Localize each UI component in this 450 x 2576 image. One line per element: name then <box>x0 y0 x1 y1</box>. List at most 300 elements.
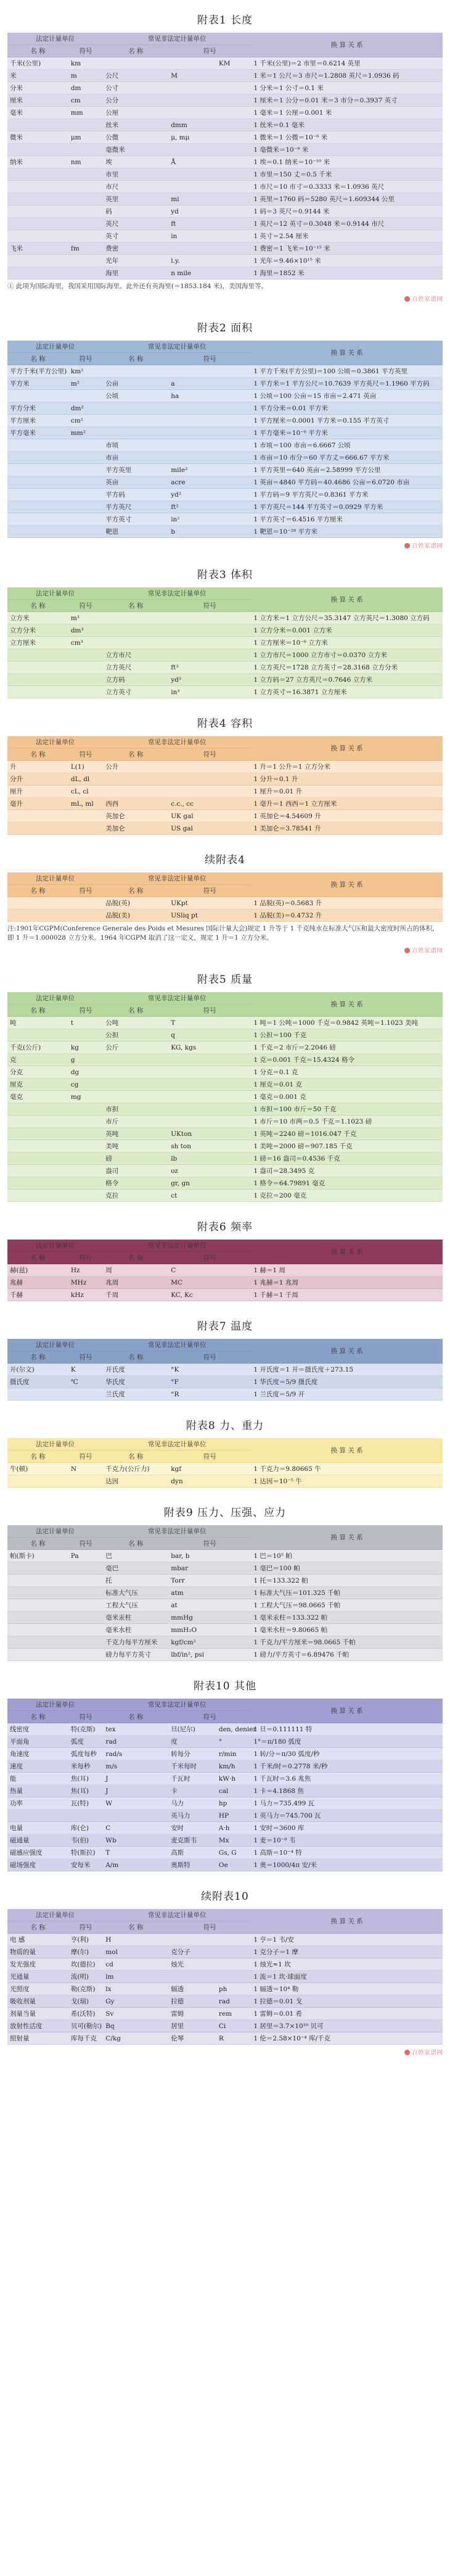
relation-cell: 1 兆赫＝1 兆周 <box>251 1277 443 1289</box>
unit-cell <box>216 427 251 439</box>
unit-cell: mm² <box>68 427 103 439</box>
unit-cell: m² <box>68 378 103 390</box>
unit-cell: 市斤 <box>103 1116 168 1128</box>
unit-cell: 开(尔文) <box>7 1364 68 1376</box>
unit-cell: 公尺 <box>103 70 168 82</box>
unit-cell: 线密度 <box>7 1723 68 1736</box>
unit-cell <box>7 476 68 489</box>
unit-cell: 公吨 <box>103 1017 168 1029</box>
unit-cell <box>7 526 68 538</box>
table-row <box>7 1264 443 1277</box>
unit-cell: Mx <box>216 1834 251 1847</box>
unit-cell <box>68 1103 103 1116</box>
unit-cell: N <box>68 1463 103 1475</box>
unit-cell <box>168 773 216 785</box>
unit-cell <box>216 1153 251 1165</box>
table-row <box>7 761 443 773</box>
unit-cell <box>103 365 168 378</box>
relation-cell: 1 米＝1 公尺＝3 市尺＝1.2808 英尺＝1.0936 码 <box>251 70 443 82</box>
unit-cell <box>7 1190 68 1202</box>
unit-cell <box>216 501 251 513</box>
header-name: 名 称 <box>103 1252 168 1264</box>
unit-cell <box>7 464 68 476</box>
table-row <box>7 1760 443 1773</box>
table-row <box>7 686 443 698</box>
unit-cell: 英亩 <box>103 476 168 489</box>
relation-cell: 1 立方市尺＝1000 立方市寸＝0.0370 立方米 <box>251 649 443 661</box>
unit-cell: 弧度 <box>68 1736 103 1748</box>
unit-cell <box>168 1116 216 1128</box>
table-row <box>7 1599 443 1612</box>
relation-cell: 1 光年＝9.46×10¹⁵ 米 <box>251 255 443 267</box>
unit-cell: in³ <box>168 686 216 698</box>
unit-cell: tex <box>103 1723 168 1736</box>
unit-cell <box>7 501 68 513</box>
relation-cell: 1 立方英寸＝16.3871 立方厘米 <box>251 686 443 698</box>
conversion-table <box>7 341 443 538</box>
unit-cell: 磅 <box>103 1153 168 1165</box>
unit-cell <box>216 1066 251 1079</box>
relation-cell: 1 品脱(英)＝0.5683 升 <box>251 897 443 909</box>
relation-cell: 1 毫升＝1 西西＝1 立方厘米 <box>251 798 443 810</box>
unit-cell <box>216 242 251 255</box>
unit-cell: °F <box>168 1376 216 1388</box>
header-common-units: 常见非法定计量单位 <box>103 1339 251 1351</box>
unit-cell <box>68 439 103 452</box>
relation-cell: 1 英加仑＝4.54609 升 <box>251 810 443 822</box>
unit-cell: 安每米 <box>68 1859 103 1871</box>
unit-cell: 居里 <box>168 2020 216 2032</box>
unit-cell <box>7 1128 68 1140</box>
header-name: 名 称 <box>7 1921 68 1934</box>
unit-cell <box>7 1612 68 1624</box>
unit-cell: kg <box>68 1042 103 1054</box>
conversion-table <box>7 1339 443 1401</box>
unit-cell: MC <box>168 1277 216 1289</box>
relation-cell: 1 厘克＝0.01 克 <box>251 1079 443 1091</box>
table-row <box>7 624 443 637</box>
header-symbol: 符号 <box>168 1451 251 1463</box>
unit-cell <box>68 1636 103 1649</box>
unit-cell: 兆赫 <box>7 1277 68 1289</box>
unit-cell: 千克(公斤) <box>7 1042 68 1054</box>
relation-cell: 1 麦＝10⁻⁸ 韦 <box>251 1834 443 1847</box>
table-row <box>7 637 443 649</box>
header-symbol: 符号 <box>68 885 103 897</box>
header-name: 名 称 <box>7 1351 68 1364</box>
unit-cell: 托 <box>103 1575 168 1587</box>
unit-cell <box>168 427 216 439</box>
unit-cell: 米 <box>7 70 68 82</box>
unit-cell <box>168 94 216 107</box>
header-relation: 换 算 关 系 <box>251 872 443 897</box>
table-row <box>7 452 443 464</box>
relation-cell: 1 转/分＝π/30 弧度/秒 <box>251 1748 443 1760</box>
section-title: 续附表10 <box>201 1891 249 1903</box>
unit-cell: μ, mμ <box>168 131 216 144</box>
unit-cell: UK gal <box>168 810 216 822</box>
unit-cell: ct <box>168 1190 216 1202</box>
header-relation: 换 算 关 系 <box>251 1699 443 1723</box>
header-symbol: 符号 <box>68 45 103 57</box>
header-symbol: 符号 <box>168 1538 251 1550</box>
unit-cell <box>216 674 251 686</box>
unit-cell <box>168 57 216 70</box>
unit-cell <box>168 82 216 94</box>
unit-cell <box>168 649 216 661</box>
table-row <box>7 1103 443 1116</box>
header-name: 名 称 <box>7 1538 68 1550</box>
header-legal-units: 法定计量单位 <box>7 1525 103 1538</box>
unit-cell <box>7 661 68 674</box>
conversion-table <box>7 1699 443 1871</box>
unit-cell: dm² <box>68 402 103 415</box>
unit-cell: 戈(瑞) <box>68 1995 103 2008</box>
relation-cell: 1 平方千米(平方公里)＝100 公顷＝0.3861 平方英里 <box>251 365 443 378</box>
relation-cell: 1 旦＝0.111111 特 <box>251 1723 443 1736</box>
unit-cell: UKpt <box>168 897 216 909</box>
unit-cell: 流(明) <box>68 1971 103 1983</box>
table-row <box>7 205 443 218</box>
table-row <box>7 1847 443 1859</box>
conversion-table <box>7 1909 443 2045</box>
section-title: 附表6 频率 <box>197 1221 253 1233</box>
unit-cell: mi <box>168 193 216 205</box>
relation-cell: 1 毫米汞柱＝133.322 帕 <box>251 1612 443 1624</box>
unit-cell: R <box>216 2032 251 2045</box>
unit-cell: dm <box>68 82 103 94</box>
unit-cell <box>68 1177 103 1190</box>
table-row <box>7 267 443 280</box>
relation-cell: 1 托＝133.322 帕 <box>251 1575 443 1587</box>
unit-cell <box>216 1587 251 1599</box>
unit-cell: m³ <box>68 612 103 624</box>
unit-cell: 英吨 <box>103 1128 168 1140</box>
unit-cell <box>168 1079 216 1091</box>
unit-cell: J <box>103 1773 168 1785</box>
relation-cell: 1 立方厘米＝10⁻⁶ 立方米 <box>251 637 443 649</box>
header-relation: 换 算 关 系 <box>251 1339 443 1364</box>
table-row <box>7 1128 443 1140</box>
relation-cell: 1 毫米＝1 公厘＝0.001 米 <box>251 107 443 119</box>
table-row <box>7 1859 443 1871</box>
unit-cell: 帕(斯卡) <box>7 1550 68 1562</box>
table-row <box>7 1463 443 1475</box>
unit-cell: mg <box>68 1091 103 1103</box>
relation-cell: 1 千米(公里)＝2 市里＝0.6214 英里 <box>251 57 443 70</box>
table-row <box>7 785 443 798</box>
header-name: 名 称 <box>103 1538 168 1550</box>
unit-cell: 平方英寸 <box>103 513 168 526</box>
header-legal-units: 法定计量单位 <box>7 736 103 748</box>
table-row <box>7 1277 443 1289</box>
unit-cell <box>68 476 103 489</box>
header-legal-units: 法定计量单位 <box>7 341 103 353</box>
unit-cell: cm² <box>68 415 103 427</box>
unit-cell: 能 <box>7 1773 68 1785</box>
header-symbol: 符号 <box>68 748 103 761</box>
table-row <box>7 1822 443 1834</box>
table-row <box>7 1364 443 1376</box>
relation-cell: 1 市亩＝10 市分＝60 平方丈＝666.67 平方米 <box>251 452 443 464</box>
unit-cell <box>216 686 251 698</box>
relation-cell: 1 市尺＝10 市寸＝0.3333 米＝1.0936 英尺 <box>251 181 443 193</box>
unit-cell <box>68 452 103 464</box>
unit-cell: 兆周 <box>103 1277 168 1289</box>
table-row <box>7 415 443 427</box>
unit-cell <box>103 624 168 637</box>
table-row <box>7 1289 443 1301</box>
unit-cell: 公升 <box>103 761 168 773</box>
conversion-table <box>7 1525 443 1661</box>
unit-cell <box>68 1165 103 1177</box>
unit-cell: c.c., cc <box>168 798 216 810</box>
table-row <box>7 909 443 922</box>
unit-cell: 物质的量 <box>7 1946 68 1958</box>
unit-cell <box>7 193 68 205</box>
unit-cell: cm³ <box>68 637 103 649</box>
unit-cell <box>103 1810 168 1822</box>
table-row <box>7 1748 443 1760</box>
unit-cell: 丝米 <box>103 119 168 131</box>
unit-cell <box>216 1624 251 1636</box>
unit-cell: ph <box>216 1983 251 1995</box>
table-row <box>7 402 443 415</box>
header-common-units: 常见非法定计量单位 <box>103 1240 251 1252</box>
watermark-icon <box>404 543 410 549</box>
unit-cell <box>168 415 216 427</box>
table-row <box>7 57 443 70</box>
unit-cell <box>7 513 68 526</box>
unit-cell <box>168 402 216 415</box>
unit-cell: 英加仑 <box>103 810 168 822</box>
relation-cell: 1 英尺＝12 英寸＝0.3048 米＝0.9144 市尺 <box>251 218 443 230</box>
header-name: 名 称 <box>7 885 68 897</box>
unit-cell: 美吨 <box>103 1140 168 1153</box>
unit-cell <box>216 1017 251 1029</box>
unit-cell: 公寸 <box>103 82 168 94</box>
header-name: 名 称 <box>103 353 168 365</box>
relation-cell: 1 达因＝10⁻⁵ 牛 <box>251 1475 443 1488</box>
unit-cell: 库(仑) <box>68 1822 103 1834</box>
unit-cell: rad <box>103 1736 168 1748</box>
unit-cell <box>216 218 251 230</box>
unit-cell: yd <box>168 205 216 218</box>
table-force <box>7 1417 443 1488</box>
header-relation: 换 算 关 系 <box>251 587 443 612</box>
header-common-units: 常见非法定计量单位 <box>103 587 251 600</box>
unit-cell <box>7 1165 68 1177</box>
table-note: ① 此项为国际海里，我国采用国际海里。此外还有英海里(＝1853.184 米)，美国海里等。 <box>7 283 268 290</box>
unit-cell: m <box>68 70 103 82</box>
table-row <box>7 1834 443 1847</box>
unit-cell: kgf/cm² <box>168 1636 216 1649</box>
unit-cell <box>216 1934 251 1946</box>
table-row <box>7 94 443 107</box>
unit-cell <box>168 168 216 181</box>
relation-cell: 1 升＝1 公升＝1 立方分米 <box>251 761 443 773</box>
unit-cell <box>7 1116 68 1128</box>
unit-cell <box>216 1475 251 1488</box>
table-area <box>7 319 443 550</box>
unit-cell: Ci <box>216 2020 251 2032</box>
relation-cell: 1 平方厘米＝0.0001 平方米＝0.155 平方英寸 <box>251 415 443 427</box>
relation-cell: 1 伦＝2.58×10⁻⁴ 库/千克 <box>251 2032 443 2045</box>
unit-cell <box>7 1562 68 1575</box>
unit-cell <box>216 131 251 144</box>
table-other <box>7 1677 443 1871</box>
unit-cell <box>68 144 103 156</box>
table-row <box>7 1946 443 1958</box>
relation-cell: 1 辐透＝10⁴ 勒 <box>251 1983 443 1995</box>
unit-cell: 千米每时 <box>168 1760 216 1773</box>
relation-cell: 1 平方米＝1 平方公尺＝10.7639 平方英尺＝1.1960 平方码 <box>251 378 443 390</box>
relation-cell: 1 千米/时＝0.2778 米/秒 <box>251 1760 443 1773</box>
unit-cell: MHz <box>68 1277 103 1289</box>
unit-cell <box>216 513 251 526</box>
unit-cell <box>68 255 103 267</box>
table-row <box>7 378 443 390</box>
unit-cell <box>216 489 251 501</box>
unit-cell <box>7 1388 68 1401</box>
unit-cell <box>68 1810 103 1822</box>
table-row <box>7 1773 443 1785</box>
unit-cell <box>68 489 103 501</box>
unit-cell <box>168 1103 216 1116</box>
unit-cell: 卡 <box>168 1785 216 1797</box>
header-relation: 换 算 关 系 <box>251 736 443 761</box>
unit-cell: yd² <box>168 489 216 501</box>
unit-cell <box>68 230 103 242</box>
relation-cell: 1 烛光≈1 坎 <box>251 1958 443 1971</box>
section-title: 附表9 压力、压强、应力 <box>163 1507 287 1519</box>
unit-cell <box>68 810 103 822</box>
unit-cell: cL, cl <box>68 785 103 798</box>
table-row <box>7 82 443 94</box>
relation-cell: 1 毫米水柱＝9.80665 帕 <box>251 1624 443 1636</box>
header-legal-units: 法定计量单位 <box>7 1909 103 1921</box>
unit-cell <box>68 1190 103 1202</box>
table-row <box>7 1091 443 1103</box>
unit-cell: 微米 <box>7 131 68 144</box>
unit-cell <box>216 785 251 798</box>
conversion-table <box>7 992 443 1202</box>
unit-cell: m/s <box>103 1760 168 1773</box>
unit-cell <box>68 649 103 661</box>
conversion-table <box>7 587 443 698</box>
table-row <box>7 1934 443 1946</box>
unit-cell <box>216 193 251 205</box>
unit-cell: 角速度 <box>7 1748 68 1760</box>
unit-cell: dmm <box>168 119 216 131</box>
unit-cell: 立方英尺 <box>103 661 168 674</box>
header-symbol: 符号 <box>168 600 251 612</box>
unit-cell <box>103 1079 168 1091</box>
table-row <box>7 119 443 131</box>
unit-cell: 摄氏度 <box>7 1376 68 1388</box>
unit-cell <box>216 230 251 242</box>
table-row <box>7 1649 443 1661</box>
unit-cell: 飞米 <box>7 242 68 255</box>
header-symbol: 符号 <box>68 1004 103 1017</box>
header-common-units: 常见非法定计量单位 <box>103 1438 251 1451</box>
unit-cell <box>216 94 251 107</box>
header-legal-units: 法定计量单位 <box>7 33 103 45</box>
table-row <box>7 897 443 909</box>
unit-cell <box>103 785 168 798</box>
unit-cell <box>68 205 103 218</box>
unit-cell <box>7 119 68 131</box>
unit-cell: 电量 <box>7 1822 68 1834</box>
table-row <box>7 255 443 267</box>
section-title: 附表3 体积 <box>197 569 253 581</box>
unit-cell <box>68 168 103 181</box>
unit-cell: sh ton <box>168 1140 216 1153</box>
header-symbol: 符号 <box>68 1252 103 1264</box>
table-row <box>7 1810 443 1822</box>
unit-cell: cm <box>68 94 103 107</box>
unit-cell: a <box>168 378 216 390</box>
unit-cell: cal <box>216 1785 251 1797</box>
table-pressure <box>7 1504 443 1661</box>
unit-cell <box>7 810 68 822</box>
unit-cell: 费密 <box>103 242 168 255</box>
table-row <box>7 1587 443 1599</box>
unit-cell <box>7 897 68 909</box>
unit-cell <box>168 612 216 624</box>
unit-cell: 高斯 <box>168 1847 216 1859</box>
unit-cell: ft³ <box>168 661 216 674</box>
unit-cell <box>168 761 216 773</box>
unit-cell <box>7 439 68 452</box>
unit-cell: 立方英寸 <box>103 686 168 698</box>
unit-cell: 市担 <box>103 1103 168 1116</box>
header-symbol: 符号 <box>68 1921 103 1934</box>
unit-cell <box>216 1054 251 1066</box>
unit-cell <box>168 624 216 637</box>
unit-cell: 华氏度 <box>103 1376 168 1388</box>
section-title: 续附表4 <box>205 854 245 866</box>
unit-cell <box>68 909 103 922</box>
relation-cell: 1 流＝1 坎·球面度 <box>251 1971 443 1983</box>
relation-cell: 1 美吨＝2000 磅＝907.185 千克 <box>251 1140 443 1153</box>
unit-cell <box>68 513 103 526</box>
unit-cell <box>168 181 216 193</box>
unit-cell <box>68 1029 103 1042</box>
header-name: 名 称 <box>7 1252 68 1264</box>
unit-cell <box>216 909 251 922</box>
unit-cell <box>103 612 168 624</box>
unit-cell <box>216 612 251 624</box>
header-common-units: 常见非法定计量单位 <box>103 872 251 885</box>
relation-cell: 1 品脱(美)＝0.4732 升 <box>251 909 443 922</box>
relation-cell: 1 吨＝1 公吨＝1000 千克＝0.9842 英吨＝1.1023 美吨 <box>251 1017 443 1029</box>
unit-cell: 立方米 <box>7 612 68 624</box>
header-relation: 换 算 关 系 <box>251 1525 443 1550</box>
unit-cell: 市亩 <box>103 452 168 464</box>
table-frequency <box>7 1218 443 1301</box>
header-relation: 换 算 关 系 <box>251 1438 443 1463</box>
unit-cell: 奥斯特 <box>168 1859 216 1871</box>
table-row <box>7 674 443 686</box>
unit-cell: 坎(德拉) <box>68 1958 103 1971</box>
unit-cell: 瓦(特) <box>68 1797 103 1810</box>
header-legal-units: 法定计量单位 <box>7 1339 103 1351</box>
table-row <box>7 181 443 193</box>
table-row <box>7 1612 443 1624</box>
unit-cell: 分克 <box>7 1066 68 1079</box>
table-row <box>7 489 443 501</box>
